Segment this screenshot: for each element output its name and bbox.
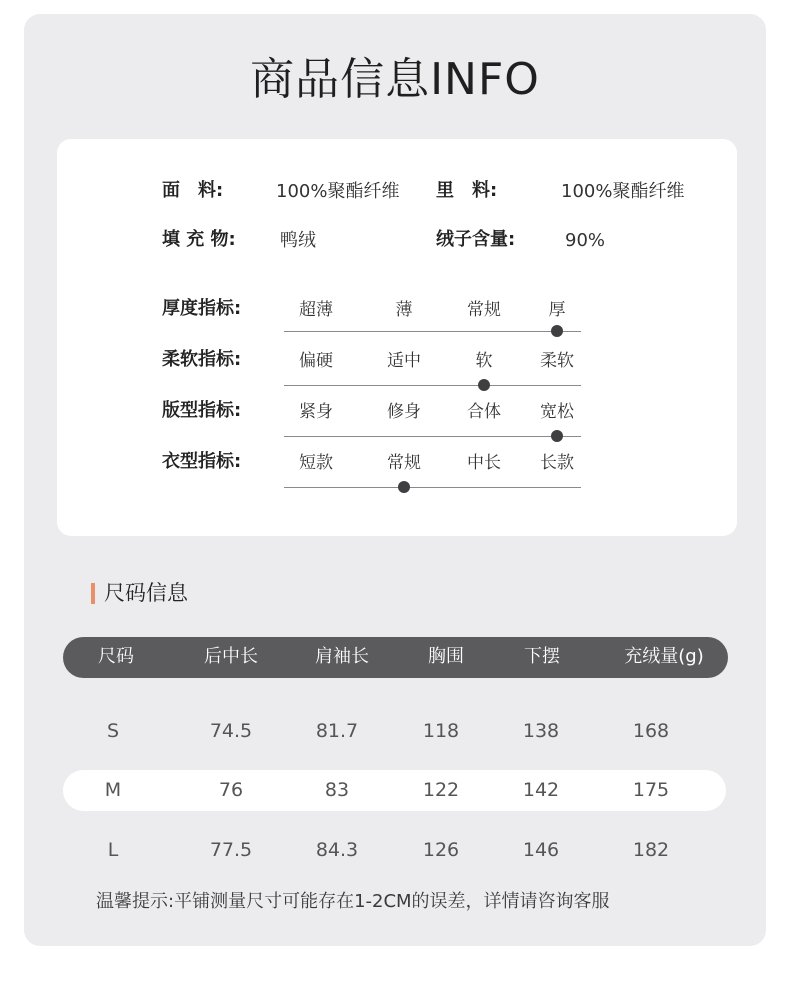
indicator-option: 长款 [540,453,574,473]
table-cell: 142 [522,779,560,801]
table-cell: M [104,779,122,801]
indicator-track [284,487,581,488]
indicator-marker [478,379,490,391]
table-cell: 84.3 [315,839,359,861]
filling-value: 鸭绒 [280,230,316,251]
table-cell: 182 [632,839,670,861]
indicator-option: 超薄 [299,300,333,320]
indicator-option: 薄 [395,300,413,320]
lining-value: 100%聚酯纤维 [561,181,685,202]
table-cell: 76 [218,779,244,801]
indicator-option: 常规 [387,453,421,473]
table-cell: 81.7 [315,720,359,742]
indicator-option: 宽松 [540,402,574,422]
table-header-cell: 下摆 [524,646,560,667]
table-cell: 168 [632,720,670,742]
indicator-label: 衣型指标: [162,451,242,472]
table-cell: 83 [324,779,350,801]
table-cell: 146 [522,839,560,861]
table-cell: S [106,720,120,742]
indicator-option: 偏硬 [299,351,333,371]
indicator-option: 厚 [548,300,566,320]
section-accent-bar [91,583,95,604]
lining-label: 里 料: [436,180,498,201]
table-header-cell: 后中长 [204,646,258,667]
indicator-option: 适中 [387,351,421,371]
table-header-cell: 肩袖长 [315,646,369,667]
indicator-option: 中长 [467,453,501,473]
indicator-track [284,436,581,437]
table-header-cell: 充绒量(g) [624,646,704,667]
indicator-option: 软 [475,351,493,371]
down-content-value: 90% [565,230,606,251]
table-cell: 126 [422,839,460,861]
table-header-cell: 尺码 [98,646,134,667]
table-cell: 77.5 [209,839,253,861]
table-cell: 74.5 [209,720,253,742]
indicator-label: 版型指标: [162,400,242,421]
indicator-marker [551,325,563,337]
indicator-option: 合体 [467,402,501,422]
indicator-option: 常规 [467,300,501,320]
indicator-track [284,385,581,386]
table-cell: 122 [422,779,460,801]
measurement-note: 温馨提示:平铺测量尺寸可能存在1-2CM的误差，详情请咨询客服 [96,891,610,912]
indicator-label: 柔软指标: [162,349,242,370]
table-cell: 138 [522,720,560,742]
indicator-marker [551,430,563,442]
down-content-label: 绒子含量: [436,229,516,250]
indicator-marker [398,481,410,493]
indicator-option: 短款 [299,453,333,473]
fabric-value: 100%聚酯纤维 [276,181,400,202]
indicator-label: 厚度指标: [162,298,242,319]
table-cell: 175 [632,779,670,801]
table-cell: L [107,839,119,861]
page-title: 商品信息INFO [250,54,540,105]
indicator-option: 紧身 [299,402,333,422]
indicator-option: 修身 [387,402,421,422]
fabric-label: 面 料: [162,180,224,201]
indicator-option: 柔软 [540,351,574,371]
size-section-title: 尺码信息 [104,581,188,605]
table-cell: 118 [422,720,460,742]
table-header-cell: 胸围 [428,646,464,667]
filling-label: 填 充 物: [162,229,236,250]
indicator-track [284,331,581,332]
